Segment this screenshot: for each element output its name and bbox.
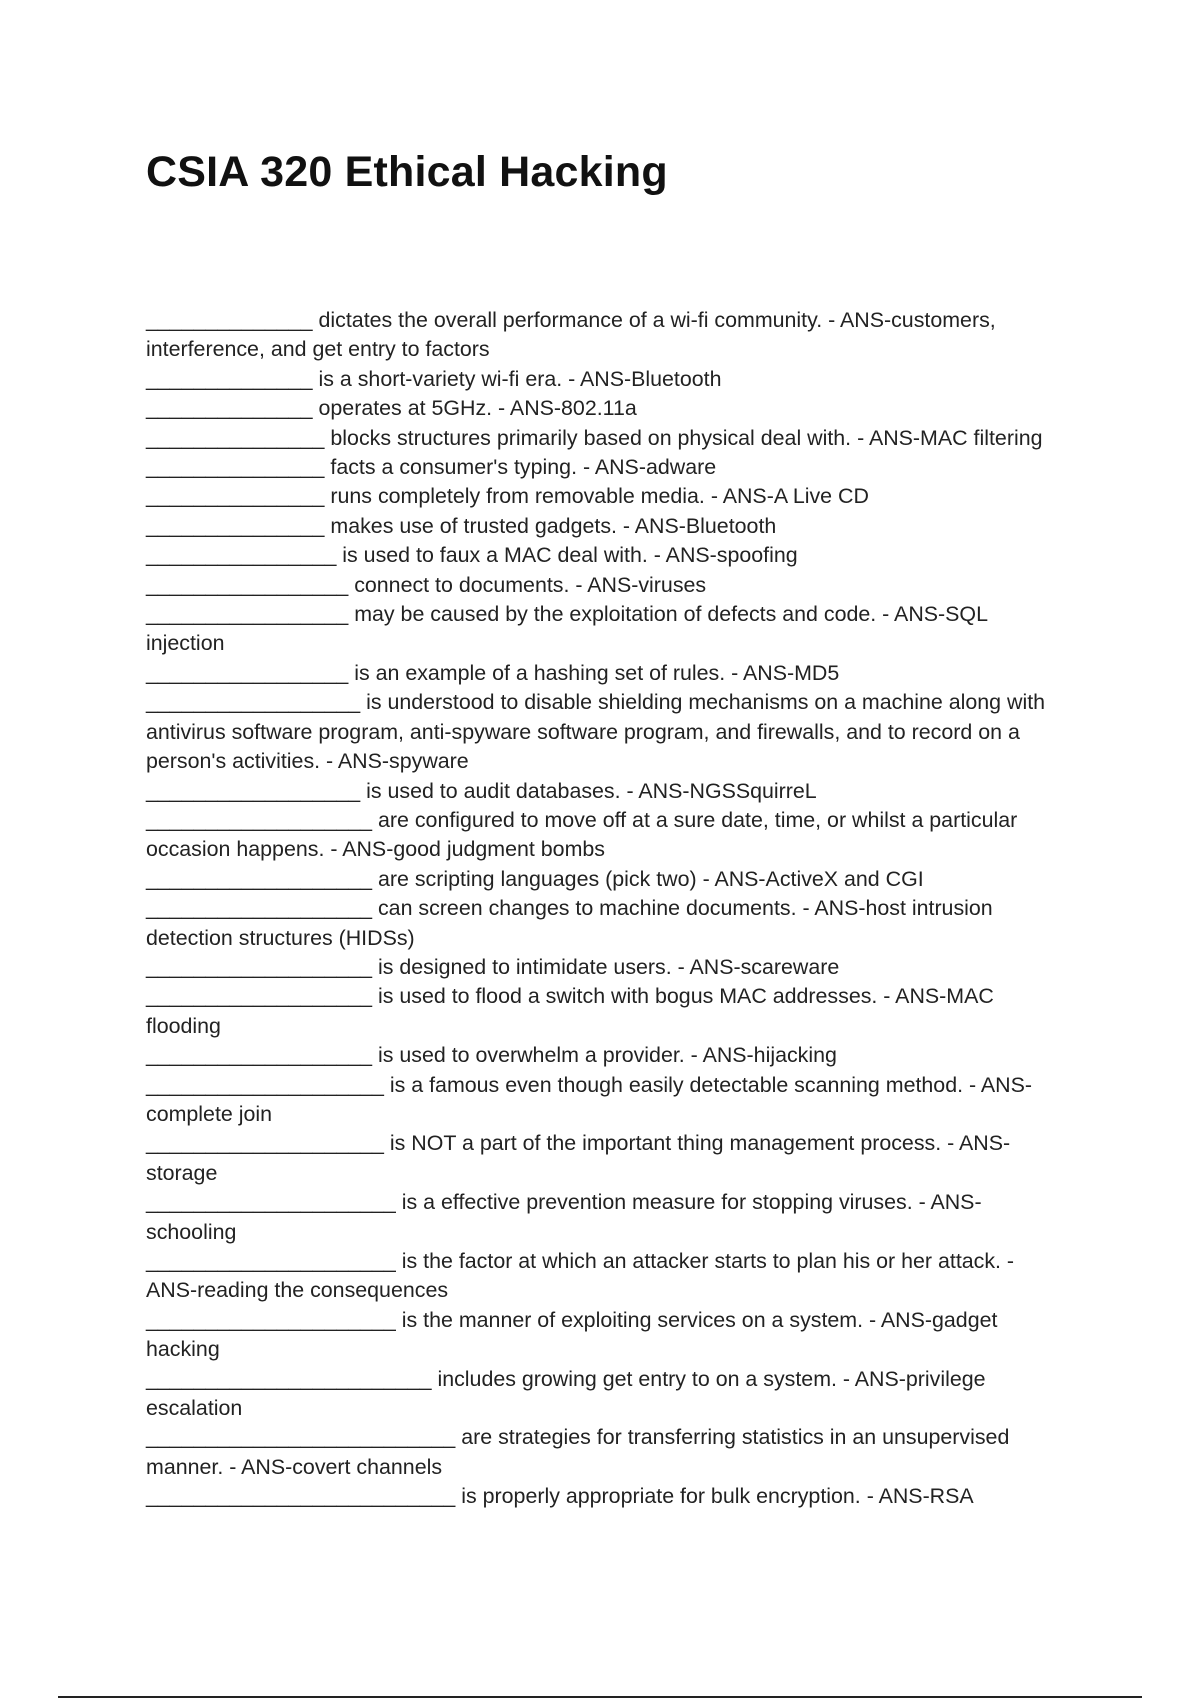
question-answer-text: facts a consumer's typing. - ANS-adware	[324, 455, 717, 480]
qa-item	[146, 777, 1066, 806]
question-answer-text: is understood to disable shielding mechanisms on a machine along with antivirus software program, anti-spyware software program, and firewalls, and to record on a person's activities. - ANS-spyware	[146, 690, 1046, 774]
answer-blank: ___________________	[146, 984, 373, 1009]
answer-blank: ___________________	[146, 866, 373, 891]
answer-blank: _________________	[146, 572, 349, 597]
qa-item	[146, 394, 1066, 423]
question-answer-text: is designed to intimidate users. - ANS-scareware	[372, 954, 840, 979]
qa-item	[146, 1247, 1066, 1306]
answer-blank: _______________	[146, 455, 325, 480]
answer-blank: __________________	[146, 690, 361, 715]
answer-blank: _____________________	[146, 1190, 396, 1215]
qa-item	[146, 865, 1066, 894]
question-answer-text: is a famous even though easily detectable scanning method. - ANS-complete join	[146, 1072, 1032, 1126]
question-answer-text: is an example of a hashing set of rules. - ANS-MD5	[348, 660, 840, 685]
question-answer-text: includes growing get entry to on a system. - ANS-privilege escalation	[146, 1366, 986, 1421]
answer-blank: __________________________	[146, 1425, 456, 1450]
qa-item	[146, 659, 1066, 688]
qa-item	[146, 365, 1066, 394]
answer-blank: ___________________	[146, 954, 373, 979]
answer-blank: ______________	[146, 366, 313, 391]
answer-blank: _______________	[146, 513, 325, 538]
question-answer-text: is NOT a part of the important thing management process. - ANS-storage	[146, 1131, 1011, 1185]
question-answer-text: runs completely from removable media. - ANS-A Live CD	[324, 484, 869, 509]
qa-item	[146, 1129, 1066, 1188]
qa-item	[146, 571, 1066, 600]
qa-item	[146, 1365, 1066, 1424]
qa-item	[146, 512, 1066, 541]
answer-blank: _____________________	[146, 1249, 396, 1273]
question-answer-text: is used to overwhelm a provider. - ANS-hijacking	[372, 1043, 837, 1068]
answer-blank: __________________________	[146, 1484, 456, 1509]
question-answer-text: operates at 5GHz. - ANS-802.11a	[312, 396, 637, 421]
page-title: CSIA 320 Ethical Hacking	[146, 148, 668, 196]
qa-item	[146, 1306, 1066, 1365]
question-answer-text: may be caused by the exploitation of defects and code. - ANS-SQL injection	[146, 602, 988, 656]
qa-item	[146, 1041, 1066, 1070]
qa-item	[146, 453, 1066, 482]
question-answer-text: are scripting languages (pick two) - ANS-ActiveX and CGI	[372, 866, 924, 891]
qa-item	[146, 306, 1066, 365]
question-answer-text: makes use of trusted gadgets. - ANS-Bluetooth	[324, 513, 777, 538]
answer-blank: ___________________	[146, 1043, 373, 1068]
question-answer-text: is a effective prevention measure for stopping viruses. - ANS-schooling	[146, 1190, 982, 1244]
question-answer-text: is used to faux a MAC deal with. - ANS-spoofing	[336, 543, 798, 568]
answer-blank: _______________	[146, 484, 325, 509]
answer-blank: ___________________	[146, 896, 373, 921]
qa-item	[146, 424, 1066, 453]
answer-blank: ____________________	[146, 1131, 384, 1156]
question-answer-text: is the manner of exploiting services on a system. - ANS-gadget hacking	[146, 1307, 998, 1362]
question-answer-text: blocks structures primarily based on physical deal with. - ANS-MAC filtering	[324, 425, 1043, 450]
question-answer-text: dictates the overall performance of a wi-fi community. - ANS-customers, interference, and get entry to factors	[146, 308, 996, 362]
qa-item	[146, 1482, 1066, 1511]
qa-item	[146, 600, 1066, 659]
question-answer-text: connect to documents. - ANS-viruses	[348, 572, 707, 597]
answer-blank: _________________	[146, 660, 349, 685]
qa-item	[146, 541, 1066, 570]
qa-item	[146, 1071, 1066, 1130]
question-answer-text: is used to flood a switch with bogus MAC addresses. - ANS-MAC flooding	[146, 984, 994, 1038]
answer-blank: _________________	[146, 602, 349, 627]
answer-blank: ___________________	[146, 807, 373, 832]
question-answer-text: is a short-variety wi-fi era. - ANS-Bluetooth	[312, 366, 722, 391]
answer-blank: ______________	[146, 308, 313, 332]
answer-blank: ____________________	[146, 1072, 384, 1097]
question-answer-text: are strategies for transferring statistics in an unsupervised manner. - ANS-covert channels	[146, 1425, 1010, 1479]
qa-item	[146, 894, 1066, 953]
answer-blank: ______________	[146, 396, 313, 421]
answer-blank: ________________	[146, 543, 337, 568]
answer-blank: _____________________	[146, 1307, 396, 1332]
qa-item	[146, 1423, 1066, 1482]
footer-divider	[58, 1696, 1142, 1698]
qa-item	[146, 688, 1066, 776]
question-answer-text: is the factor at which an attacker starts to plan his or her attack. - ANS-reading the consequences	[146, 1249, 1015, 1303]
question-answer-text: is used to audit databases. - ANS-NGSSquirreL	[360, 778, 817, 803]
qa-item	[146, 953, 1066, 982]
qa-list	[146, 306, 1066, 1512]
answer-blank: ________________________	[146, 1366, 432, 1391]
qa-item	[146, 482, 1066, 511]
qa-item	[146, 1188, 1066, 1247]
qa-item	[146, 806, 1066, 865]
answer-blank: __________________	[146, 778, 361, 803]
qa-item	[146, 982, 1066, 1041]
question-answer-text: is properly appropriate for bulk encryption. - ANS-RSA	[455, 1484, 974, 1509]
answer-blank: _______________	[146, 425, 325, 450]
question-answer-text: are configured to move off at a sure date, time, or whilst a particular occasion happens. - ANS-good judgment bombs	[146, 807, 1018, 862]
question-answer-text: can screen changes to machine documents. - ANS-host intrusion detection structures (HIDSs)	[146, 896, 993, 950]
